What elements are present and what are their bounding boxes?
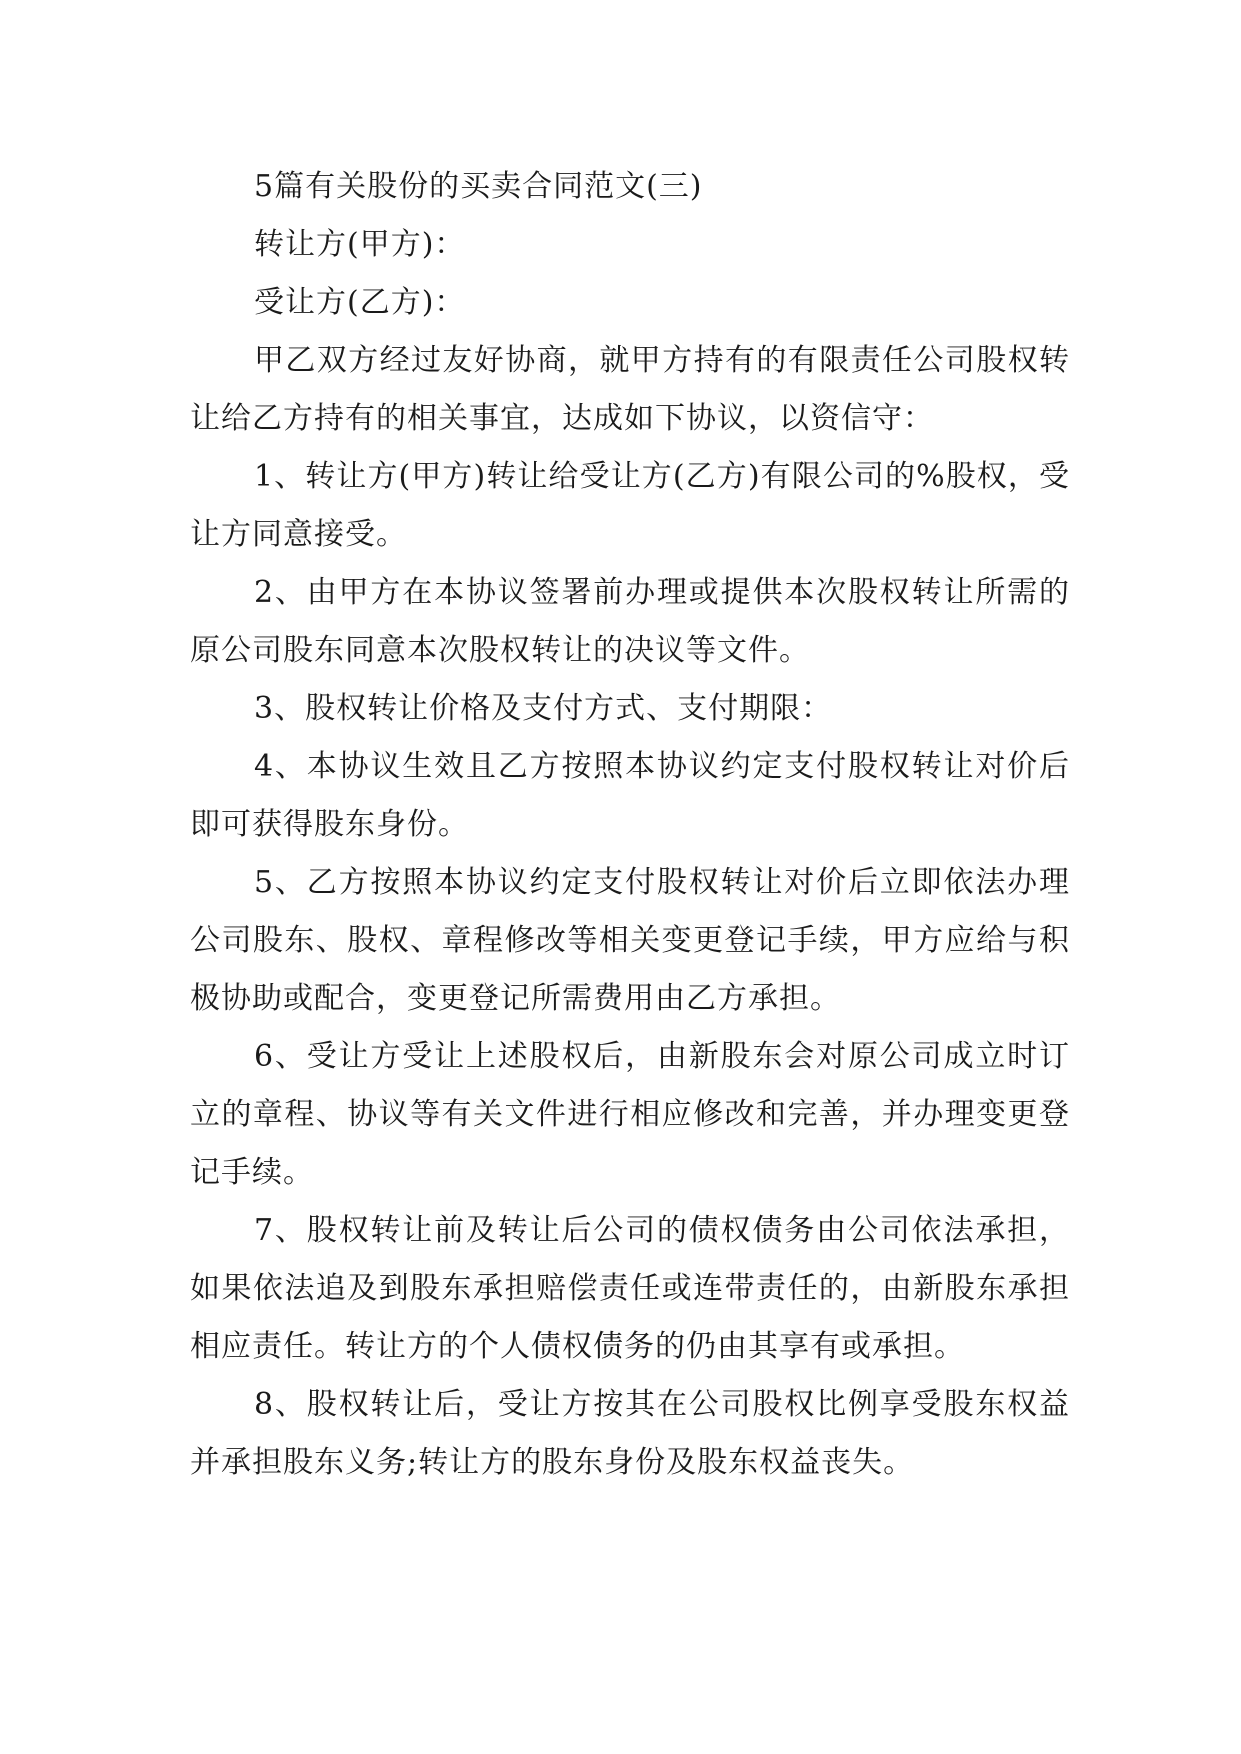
- document-body: [190, 158, 1070, 1492]
- clause-1: 1、转让方(甲方)转让给受让方(乙方)有限公司的%股权，受让方同意接受。: [190, 459, 1070, 552]
- intro-paragraph: 甲乙双方经过友好协商，就甲方持有的有限责任公司股权转让给乙方持有的相关事宜，达成如下协议，以资信守：: [190, 343, 1070, 436]
- clause-2: 2、由甲方在本协议签署前办理或提供本次股权转让所需的原公司股东同意本次股权转让的决议等文件。: [190, 575, 1070, 668]
- clause-8: 8、股权转让后，受让方按其在公司股权比例享受股东权益并承担股东义务;转让方的股东身份及股东权益丧失。: [190, 1387, 1070, 1480]
- clause-6: 6、受让方受让上述股权后，由新股东会对原公司成立时订立的章程、协议等有关文件进行相应修改和完善，并办理变更登记手续。: [190, 1039, 1070, 1190]
- clause-5: 5、乙方按照本协议约定支付股权转让对价后立即依法办理公司股东、股权、章程修改等相关变更登记手续，甲方应给与积极协助或配合，变更登记所需费用由乙方承担。: [190, 865, 1070, 1016]
- transferor-line: 转让方(甲方)：: [254, 227, 466, 262]
- clause-3: 3、股权转让价格及支付方式、支付期限：: [254, 691, 833, 726]
- document-title: 5篇有关股份的买卖合同范文(三): [254, 169, 703, 204]
- clause-7: 7、股权转让前及转让后公司的债权债务由公司依法承担，如果依法追及到股东承担赔偿责任或连带责任的，由新股东承担相应责任。转让方的个人债权债务的仍由其享有或承担。: [190, 1213, 1070, 1364]
- clause-4: 4、本协议生效且乙方按照本协议约定支付股权转让对价后即可获得股东身份。: [190, 749, 1070, 842]
- transferee-line: 受让方(乙方)：: [254, 285, 466, 320]
